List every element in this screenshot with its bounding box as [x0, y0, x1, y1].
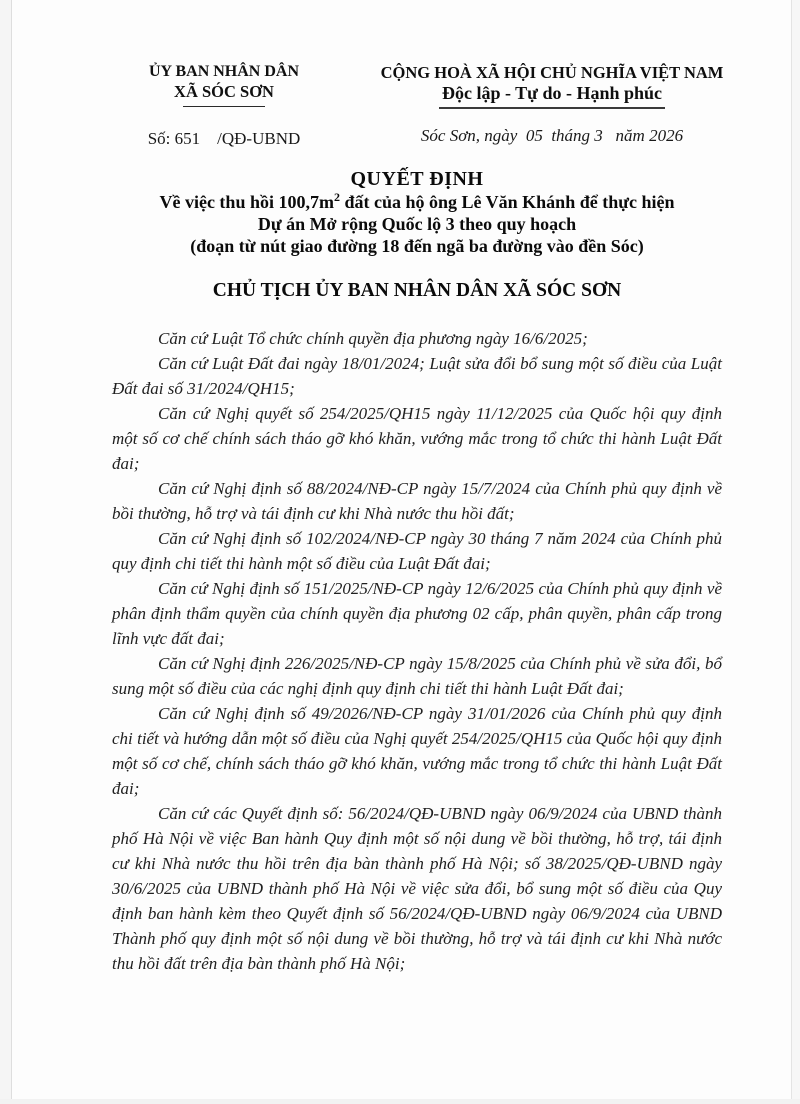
national-title: CỘNG HOÀ XÃ HỘI CHỦ NGHĨA VIỆT NAM — [380, 63, 724, 82]
issuing-authority-block — [88, 62, 360, 149]
national-motto: Độc lập - Tự do - Hạnh phúc — [439, 83, 665, 109]
decision-subject-line2: Dự án Mở rộng Quốc lộ 3 theo quy hoạch — [257, 214, 577, 234]
issuing-authority-underline — [183, 106, 265, 107]
document-header — [0, 0, 800, 149]
decision-subject-line1 — [112, 191, 722, 213]
title-block — [112, 167, 722, 257]
deciding-authority-title: CHỦ TỊCH ỦY BAN NHÂN DÂN XÃ SÓC SƠN — [212, 280, 622, 301]
legal-basis-paragraph: Căn cứ Nghị định số 49/2026/NĐ-CP ngày 31/01/2026 của Chính phủ quy định chi tiết và hướng dẫn một số điều của Nghị quyết 254/2025/QH15 của Quốc hội quy định một số cơ chế, chính sách tháo gỡ khó khăn, vướng mắc trong tổ chức thi hành Luật Đất đai; — [112, 704, 722, 798]
issuing-authority-name: ỦY BAN NHÂN DÂN — [148, 63, 300, 80]
subject-line1-pre: Về việc thu hồi 100,7m — [159, 192, 334, 212]
scan-edge-right — [791, 0, 800, 1104]
legal-basis-paragraph: Căn cứ Nghị định 226/2025/NĐ-CP ngày 15/8/2025 của Chính phủ về sửa đổi, bổ sung một số điều của các nghị định quy định chi tiết thi hành Luật Đất đai; — [112, 654, 722, 698]
legal-basis-paragraph: Căn cứ các Quyết định số: 56/2024/QĐ-UBND ngày 06/9/2024 của UBND thành phố Hà Nội về việc Ban hành Quy định một số nội dung về bồi thường, hỗ trợ, tái định cư khi Nhà nước thu hồi trên địa bàn thành phố Hà Nội; số 38/2025/QĐ-UBND ngày 30/6/2025 của UBND thành phố Hà Nội về việc sửa đổi, bổ sung một số điều của Quy định ban hành kèm theo Quyết định số 56/2024/QĐ-UBND ngày 06/9/2024 của UBND Thành phố quy định một số nội dung về bồi thường, hỗ trợ và tái định cư khi Nhà nước thu hồi đất trên địa bàn thành phố Hà Nội; — [112, 804, 722, 973]
legal-basis-paragraph: Căn cứ Nghị định số 88/2024/NĐ-CP ngày 15/7/2024 của Chính phủ quy định về bồi thường, hỗ trợ và tái định cư khi Nhà nước thu hồi đất; — [112, 479, 722, 523]
national-motto-block — [372, 62, 732, 149]
issuing-authority-commune: XÃ SÓC SƠN — [174, 82, 274, 101]
legal-basis-paragraph: Căn cứ Luật Đất đai ngày 18/01/2024; Luật sửa đổi bổ sung một số điều của Luật Đất đai số 31/2024/QH15; — [112, 354, 722, 398]
decision-heading: QUYẾT ĐỊNH — [350, 168, 484, 190]
legal-basis-paragraph: Căn cứ Nghị quyết số 254/2025/QH15 ngày 11/12/2025 của Quốc hội quy định một số cơ chế chính sách tháo gỡ khó khăn, vướng mắc trong tổ chức thi hành Luật Đất đai; — [112, 404, 722, 473]
subject-line1-superscript: 2 — [333, 190, 340, 204]
legal-basis-paragraph: Căn cứ Nghị định số 102/2024/NĐ-CP ngày 30 tháng 7 năm 2024 của Chính phủ quy định chi tiết thi hành một số điều của Luật Đất đai; — [112, 529, 722, 573]
document-number: Số: 651 /QĐ-UBND — [147, 129, 301, 148]
legal-basis-section — [112, 326, 722, 976]
legal-basis-paragraph: Căn cứ Luật Tổ chức chính quyền địa phương ngày 16/6/2025; — [158, 329, 588, 348]
subject-line1-post: đất của hộ ông Lê Văn Khánh để thực hiện — [339, 192, 675, 212]
place-date-line: Sóc Sơn, ngày 05 tháng 3 năm 2026 — [420, 126, 684, 145]
decision-subject-line3: (đoạn từ nút giao đường 18 đến ngã ba đường vào đền Sóc) — [190, 236, 644, 256]
legal-basis-paragraph: Căn cứ Nghị định số 151/2025/NĐ-CP ngày 12/6/2025 của Chính phủ quy định về phân định thẩm quyền của chính quyền địa phương 02 cấp, phân quyền, phân cấp trong lĩnh vực đất đai; — [112, 579, 722, 648]
scan-edge-bottom — [0, 1099, 800, 1104]
scan-edge-left — [0, 0, 12, 1104]
document-content — [0, 167, 800, 976]
